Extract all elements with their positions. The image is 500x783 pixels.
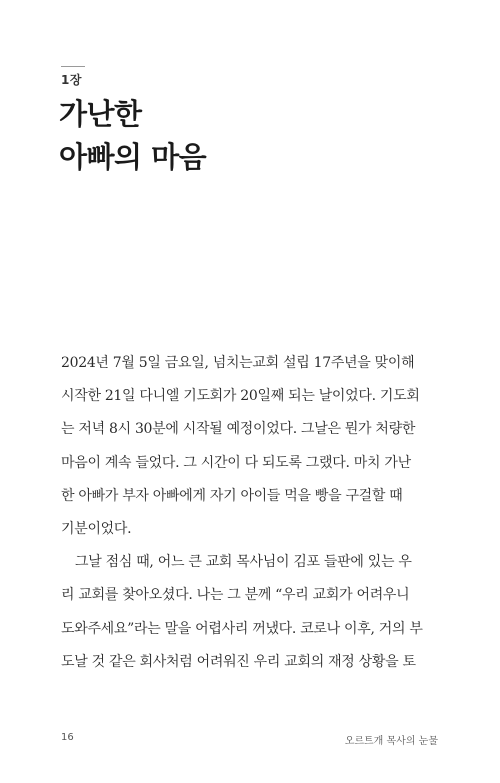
chapter-title	[59, 93, 206, 179]
text-line: 그날 점심 때, 어느 큰 교회 목사님이 김포 들판에 있는 우	[75, 554, 412, 571]
text-line: 시작한 21일 다니엘 기도회가 20일째 되는 날이었다. 기도회	[61, 388, 420, 405]
body-text	[61, 347, 433, 679]
text-line: 기분이었다.	[61, 520, 132, 537]
text-line: 는 저녁 8시 30분에 시작될 예정이었다. 그날은 뭔가 처량한	[61, 421, 416, 438]
chapter-divider	[61, 66, 85, 67]
chapter-label: 1장	[61, 73, 82, 87]
text-line: 한 아빠가 부자 아빠에게 자기 아이들 먹을 빵을 구걸할 때	[61, 487, 403, 504]
text-line: 2024년 7월 5일 금요일, 넘치는교회 설립 17주년을 맞이해	[61, 355, 415, 371]
text-line: 리 교회를 찾아오셨다. 나는 그 분께 “우리 교회가 어려우니	[61, 587, 410, 604]
chapter-title-line: 아빠의 마음	[59, 140, 207, 174]
chapter-title-line: 가난한	[59, 97, 142, 131]
page-number: 16	[61, 732, 74, 743]
running-title: 오르트개 목사의 눈물	[344, 736, 438, 747]
text-line: 마음이 계속 들었다. 그 시간이 다 되도록 그랬다. 마치 가난	[61, 454, 411, 471]
text-line: 도날 것 같은 회사처럼 어려워진 우리 교회의 재정 상황을 토	[61, 653, 416, 670]
text-line: 도와주세요”라는 말을 어렵사리 꺼냈다. 코로나 이후, 거의 부	[61, 620, 423, 637]
